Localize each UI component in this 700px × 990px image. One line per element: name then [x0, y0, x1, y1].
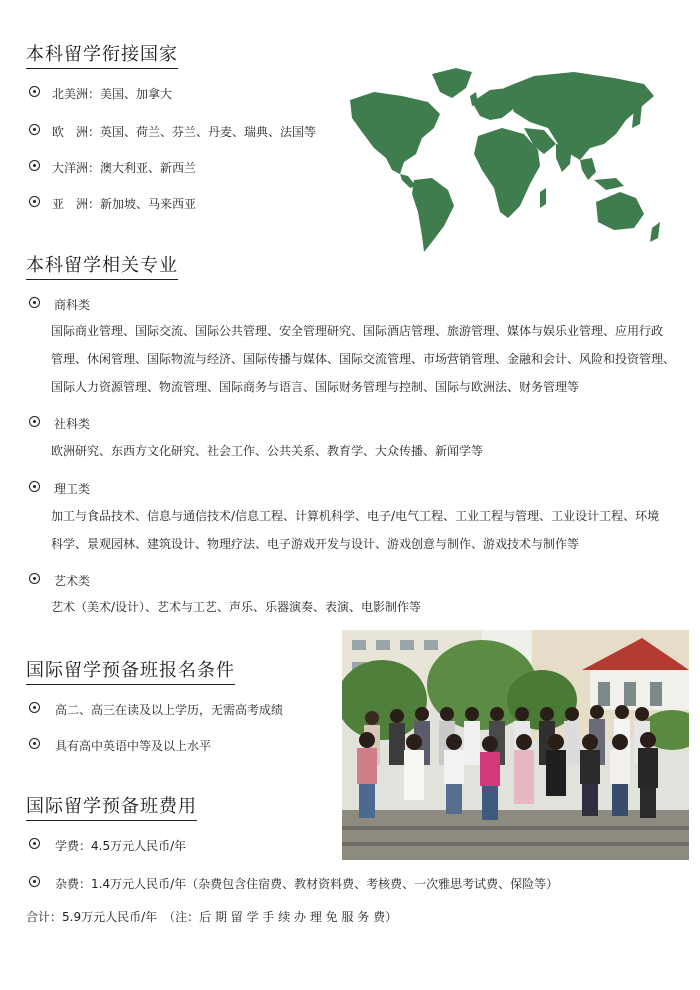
- category-majors-list: [51, 502, 659, 558]
- fee-item: 学费：4.5万元人民币/年: [55, 839, 187, 853]
- category-majors-list: [51, 317, 675, 401]
- requirement-item: 高二、高三在读及以上学历，无需高考成绩: [55, 703, 284, 717]
- bullet-icon: [29, 573, 40, 584]
- world-map-icon: [344, 62, 666, 256]
- major-line: 加工与食品技术、信息与通信技术/信息工程、计算机科学、电子/电气工程、工业工程与管理、工业设计工程、环境: [51, 509, 660, 523]
- destination-item: 北美洲：美国、加拿大: [52, 87, 173, 101]
- bullet-icon: [29, 86, 40, 97]
- destinations-title: 本科留学衔接国家: [26, 40, 178, 69]
- category-name: 社科类: [54, 417, 91, 431]
- category-name: 艺术类: [54, 574, 91, 588]
- bullet-icon: [29, 416, 40, 427]
- bullet-icon: [29, 124, 40, 135]
- major-line: 科学、景观园林、建筑设计、物理疗法、电子游戏开发与设计、游戏创意与制作、游戏技术与制作等: [51, 537, 580, 551]
- category-majors-list: [51, 437, 483, 465]
- bullet-icon: [29, 196, 40, 207]
- fee-item: 杂费：1.4万元人民币/年（杂费包含住宿费、教材资料费、考核费、一次雅思考试费、保险等）: [55, 877, 559, 891]
- category-name: 商科类: [54, 298, 91, 312]
- bullet-icon: [29, 738, 40, 749]
- requirement-item: 具有高中英语中等及以上水平: [55, 739, 212, 753]
- bullet-icon: [29, 702, 40, 713]
- bullet-icon: [29, 876, 40, 887]
- bullet-icon: [29, 160, 40, 171]
- major-line: 管理、休闲管理、国际物流与经济、国际传播与媒体、国际交流管理、市场营销管理、金融和会计、风险和投资管理、: [51, 352, 676, 366]
- bullet-icon: [29, 481, 40, 492]
- group-photo: [342, 630, 689, 860]
- majors-title: 本科留学相关专业: [26, 251, 178, 280]
- destination-item: 大洋洲：澳大利亚、新西兰: [52, 161, 197, 175]
- major-line: 欧洲研究、东西方文化研究、社会工作、公共关系、教育学、大众传播、新闻学等: [51, 444, 484, 458]
- destination-item: 亚 洲：新加坡、马来西亚: [52, 197, 197, 211]
- major-line: 国际商业管理、国际交流、国际公共管理、安全管理研究、国际酒店管理、旅游管理、媒体与娱乐业管理、应用行政: [51, 324, 664, 338]
- destination-item: 欧 洲：英国、荷兰、芬兰、丹麦、瑞典、法国等: [52, 125, 317, 139]
- bullet-icon: [29, 297, 40, 308]
- category-name: 理工类: [54, 482, 91, 496]
- category-majors-list: [51, 593, 421, 621]
- fees-title: 国际留学预备班费用: [26, 792, 197, 821]
- major-line: 艺术（美术/设计）、艺术与工艺、声乐、乐器演奏、表演、电影制作等: [51, 600, 422, 614]
- major-line: 国际人力资源管理、物流管理、国际商务与语言、国际财务管理与控制、国际与欧洲法、财务管理等: [51, 380, 580, 394]
- bullet-icon: [29, 838, 40, 849]
- fee-total: 合计：5.9万元人民币/年 （注：后 期 留 学 手 续 办 理 免 服 务 费）: [26, 910, 398, 924]
- requirements-title: 国际留学预备班报名条件: [26, 656, 235, 685]
